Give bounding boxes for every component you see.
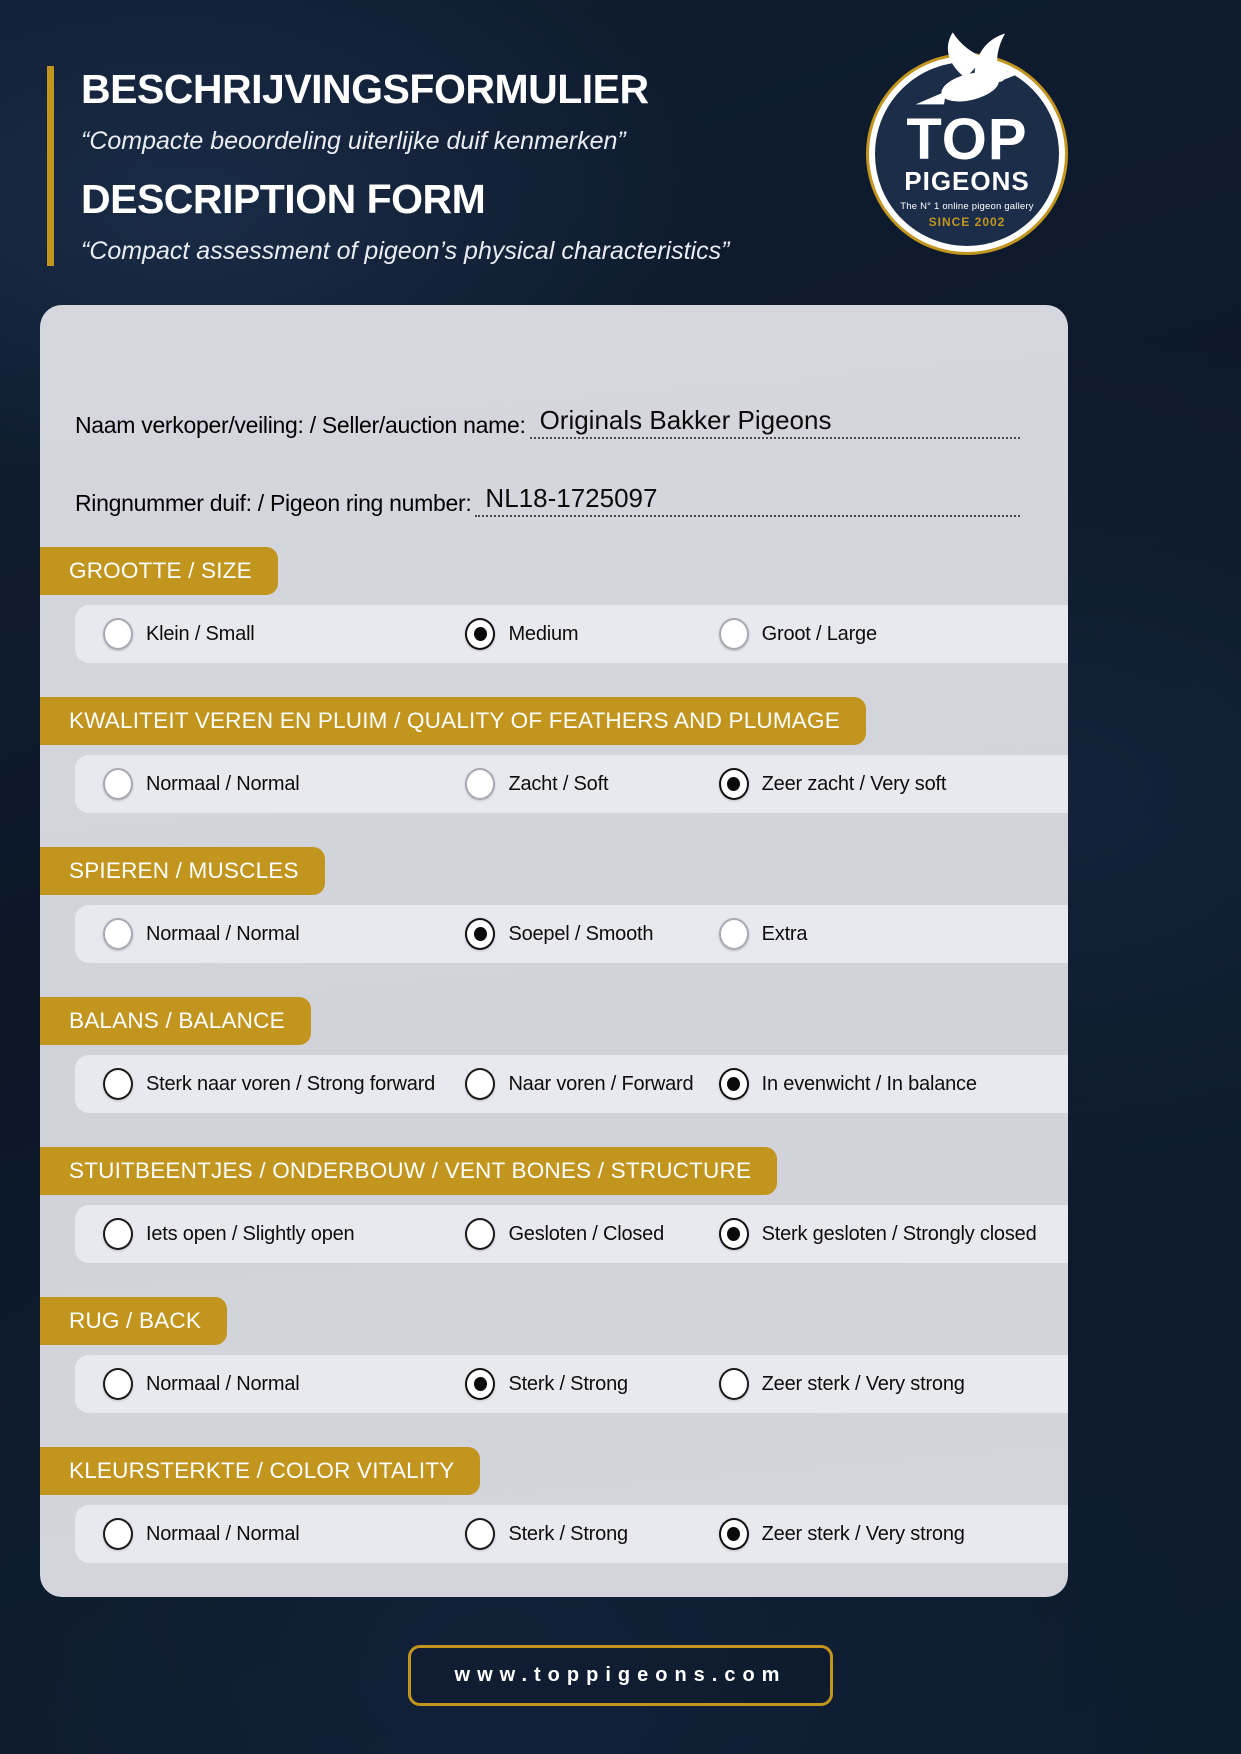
radio-option[interactable] bbox=[75, 1518, 437, 1550]
seller-name-input[interactable] bbox=[530, 405, 1020, 439]
radio-option[interactable] bbox=[75, 1368, 437, 1400]
footer bbox=[0, 1645, 1241, 1706]
option-label: Zacht / Soft bbox=[508, 772, 609, 795]
seller-name-label: Naam verkoper/veiling: / Seller/auction name: bbox=[75, 412, 526, 438]
options-row bbox=[75, 1355, 1068, 1413]
option-label: Zeer zacht / Very soft bbox=[761, 772, 947, 795]
radio-icon[interactable] bbox=[719, 1368, 749, 1400]
header bbox=[47, 66, 847, 266]
radio-option[interactable] bbox=[75, 918, 437, 950]
radio-dot bbox=[112, 627, 125, 641]
section-title: KLEURSTERKTE / COLOR VITALITY bbox=[69, 1458, 455, 1483]
option-label: In evenwicht / In balance bbox=[761, 1072, 977, 1095]
title-block bbox=[47, 66, 847, 266]
radio-option[interactable] bbox=[691, 1368, 1068, 1400]
radio-selected-icon[interactable] bbox=[465, 918, 495, 950]
radio-icon[interactable] bbox=[103, 1218, 133, 1250]
ring-number-input[interactable] bbox=[475, 483, 1020, 517]
radio-dot bbox=[474, 627, 487, 641]
section-title: SPIEREN / MUSCLES bbox=[69, 858, 299, 883]
radio-option[interactable] bbox=[437, 618, 690, 650]
section-title: BALANS / BALANCE bbox=[69, 1008, 285, 1033]
radio-option[interactable] bbox=[691, 1218, 1068, 1250]
option-label: Klein / Small bbox=[146, 622, 255, 645]
options-row bbox=[75, 1205, 1068, 1263]
section-title: STUITBEENTJES / ONDERBOUW / VENT BONES / STRUCTURE bbox=[69, 1158, 752, 1183]
radio-option[interactable] bbox=[437, 1518, 690, 1550]
subtitle-dutch: “Compacte beoordeling uiterlijke duif kenmerken” bbox=[81, 127, 626, 155]
radio-icon[interactable] bbox=[465, 1068, 495, 1100]
option-label: Sterk / Strong bbox=[508, 1372, 628, 1395]
option-label: Extra bbox=[761, 922, 808, 945]
radio-icon[interactable] bbox=[103, 918, 133, 950]
option-label: Sterk naar voren / Strong forward bbox=[146, 1072, 436, 1095]
radio-option[interactable] bbox=[437, 918, 690, 950]
logo-word-top: TOP bbox=[906, 107, 1028, 172]
option-label: Soepel / Smooth bbox=[508, 922, 654, 945]
radio-dot bbox=[474, 1077, 487, 1091]
radio-dot bbox=[727, 777, 740, 791]
radio-icon[interactable] bbox=[465, 1518, 495, 1550]
radio-icon[interactable] bbox=[465, 1218, 495, 1250]
options-row bbox=[75, 755, 1068, 813]
radio-option[interactable] bbox=[75, 768, 437, 800]
sections-container bbox=[40, 547, 1068, 1563]
radio-selected-icon[interactable] bbox=[719, 1068, 749, 1100]
seller-name-value: Originals Bakker Pigeons bbox=[539, 405, 832, 435]
radio-dot bbox=[112, 777, 125, 791]
option-label: Normaal / Normal bbox=[146, 1522, 300, 1545]
radio-selected-icon[interactable] bbox=[719, 1518, 749, 1550]
form-section-3 bbox=[40, 847, 1068, 963]
radio-dot bbox=[474, 1227, 487, 1241]
section-badge bbox=[40, 997, 311, 1045]
radio-dot bbox=[112, 1227, 125, 1241]
radio-icon[interactable] bbox=[465, 768, 495, 800]
option-label: Groot / Large bbox=[761, 622, 877, 645]
ring-number-field bbox=[75, 483, 1020, 517]
radio-icon[interactable] bbox=[719, 918, 749, 950]
form-panel bbox=[40, 305, 1068, 1597]
radio-icon[interactable] bbox=[103, 1368, 133, 1400]
radio-dot bbox=[112, 1527, 125, 1541]
logo-tagline: The N° 1 online pigeon gallery bbox=[900, 201, 1034, 212]
radio-option[interactable] bbox=[437, 768, 690, 800]
radio-dot bbox=[112, 1077, 125, 1091]
form-section-4 bbox=[40, 997, 1068, 1113]
radio-option[interactable] bbox=[75, 618, 437, 650]
section-badge bbox=[40, 1447, 480, 1495]
section-badge bbox=[40, 1147, 777, 1195]
options-row bbox=[75, 905, 1068, 963]
radio-icon[interactable] bbox=[103, 618, 133, 650]
radio-selected-icon[interactable] bbox=[465, 1368, 495, 1400]
radio-dot bbox=[727, 1227, 740, 1241]
radio-option[interactable] bbox=[75, 1068, 437, 1100]
option-label: Sterk gesloten / Strongly closed bbox=[761, 1222, 1037, 1245]
radio-icon[interactable] bbox=[103, 1068, 133, 1100]
logo-since: SINCE 2002 bbox=[928, 215, 1006, 229]
radio-option[interactable] bbox=[691, 918, 1068, 950]
radio-option[interactable] bbox=[691, 1518, 1068, 1550]
radio-dot bbox=[474, 777, 487, 791]
option-label: Normaal / Normal bbox=[146, 922, 300, 945]
radio-selected-icon[interactable] bbox=[465, 618, 495, 650]
website-link[interactable]: www.toppigeons.com bbox=[408, 1645, 834, 1706]
form-section-1 bbox=[40, 547, 1068, 663]
radio-selected-icon[interactable] bbox=[719, 768, 749, 800]
form-section-2 bbox=[40, 697, 1068, 813]
section-title: GROOTTE / SIZE bbox=[69, 558, 252, 583]
option-label: Normaal / Normal bbox=[146, 1372, 300, 1395]
radio-dot bbox=[727, 927, 740, 941]
radio-option[interactable] bbox=[437, 1218, 690, 1250]
radio-dot bbox=[112, 927, 125, 941]
option-label: Normaal / Normal bbox=[146, 772, 300, 795]
radio-dot bbox=[474, 927, 487, 941]
section-badge bbox=[40, 547, 278, 595]
ring-number-value: NL18-1725097 bbox=[485, 483, 658, 513]
option-label: Zeer sterk / Very strong bbox=[761, 1372, 965, 1395]
ring-number-label: Ringnummer duif: / Pigeon ring number: bbox=[75, 490, 472, 516]
radio-option[interactable] bbox=[691, 768, 1068, 800]
section-badge bbox=[40, 847, 325, 895]
radio-option[interactable] bbox=[437, 1368, 690, 1400]
logo-word-pigeons: PIGEONS bbox=[904, 166, 1030, 196]
option-label: Zeer sterk / Very strong bbox=[761, 1522, 965, 1545]
form-section-7 bbox=[40, 1447, 1068, 1563]
radio-icon[interactable] bbox=[103, 1518, 133, 1550]
title-english: DESCRIPTION FORM bbox=[81, 176, 486, 222]
radio-option[interactable] bbox=[437, 1068, 694, 1100]
subtitle-english: “Compact assessment of pigeon’s physical characteristics” bbox=[81, 237, 730, 265]
form-section-6 bbox=[40, 1297, 1068, 1413]
radio-dot bbox=[112, 1377, 125, 1391]
options-row bbox=[75, 605, 1068, 663]
form-section-5 bbox=[40, 1147, 1068, 1263]
radio-dot bbox=[727, 1077, 740, 1091]
radio-dot bbox=[474, 1377, 487, 1391]
radio-icon[interactable] bbox=[719, 618, 749, 650]
radio-dot bbox=[727, 1377, 740, 1391]
title-dutch: BESCHRIJVINGSFORMULIER bbox=[81, 66, 649, 112]
options-row bbox=[75, 1505, 1068, 1563]
radio-option[interactable] bbox=[691, 618, 1068, 650]
top-pigeons-logo bbox=[864, 34, 1072, 262]
radio-option[interactable] bbox=[691, 1068, 1068, 1100]
section-title: RUG / BACK bbox=[69, 1308, 202, 1333]
radio-option[interactable] bbox=[75, 1218, 437, 1250]
seller-name-field bbox=[75, 405, 1020, 439]
radio-selected-icon[interactable] bbox=[719, 1218, 749, 1250]
option-label: Iets open / Slightly open bbox=[146, 1222, 355, 1245]
section-title: KWALITEIT VEREN EN PLUIM / QUALITY OF FEATHERS AND PLUMAGE bbox=[69, 708, 840, 733]
section-badge bbox=[40, 1297, 227, 1345]
option-label: Gesloten / Closed bbox=[508, 1222, 665, 1245]
option-label: Medium bbox=[508, 622, 579, 645]
options-row bbox=[75, 1055, 1068, 1113]
option-label: Naar voren / Forward bbox=[508, 1072, 694, 1095]
pigeon-icon bbox=[902, 28, 1034, 124]
option-label: Sterk / Strong bbox=[508, 1522, 628, 1545]
radio-dot bbox=[727, 627, 740, 641]
radio-icon[interactable] bbox=[103, 768, 133, 800]
radio-dot bbox=[727, 1527, 740, 1541]
radio-dot bbox=[474, 1527, 487, 1541]
section-badge bbox=[40, 697, 866, 745]
